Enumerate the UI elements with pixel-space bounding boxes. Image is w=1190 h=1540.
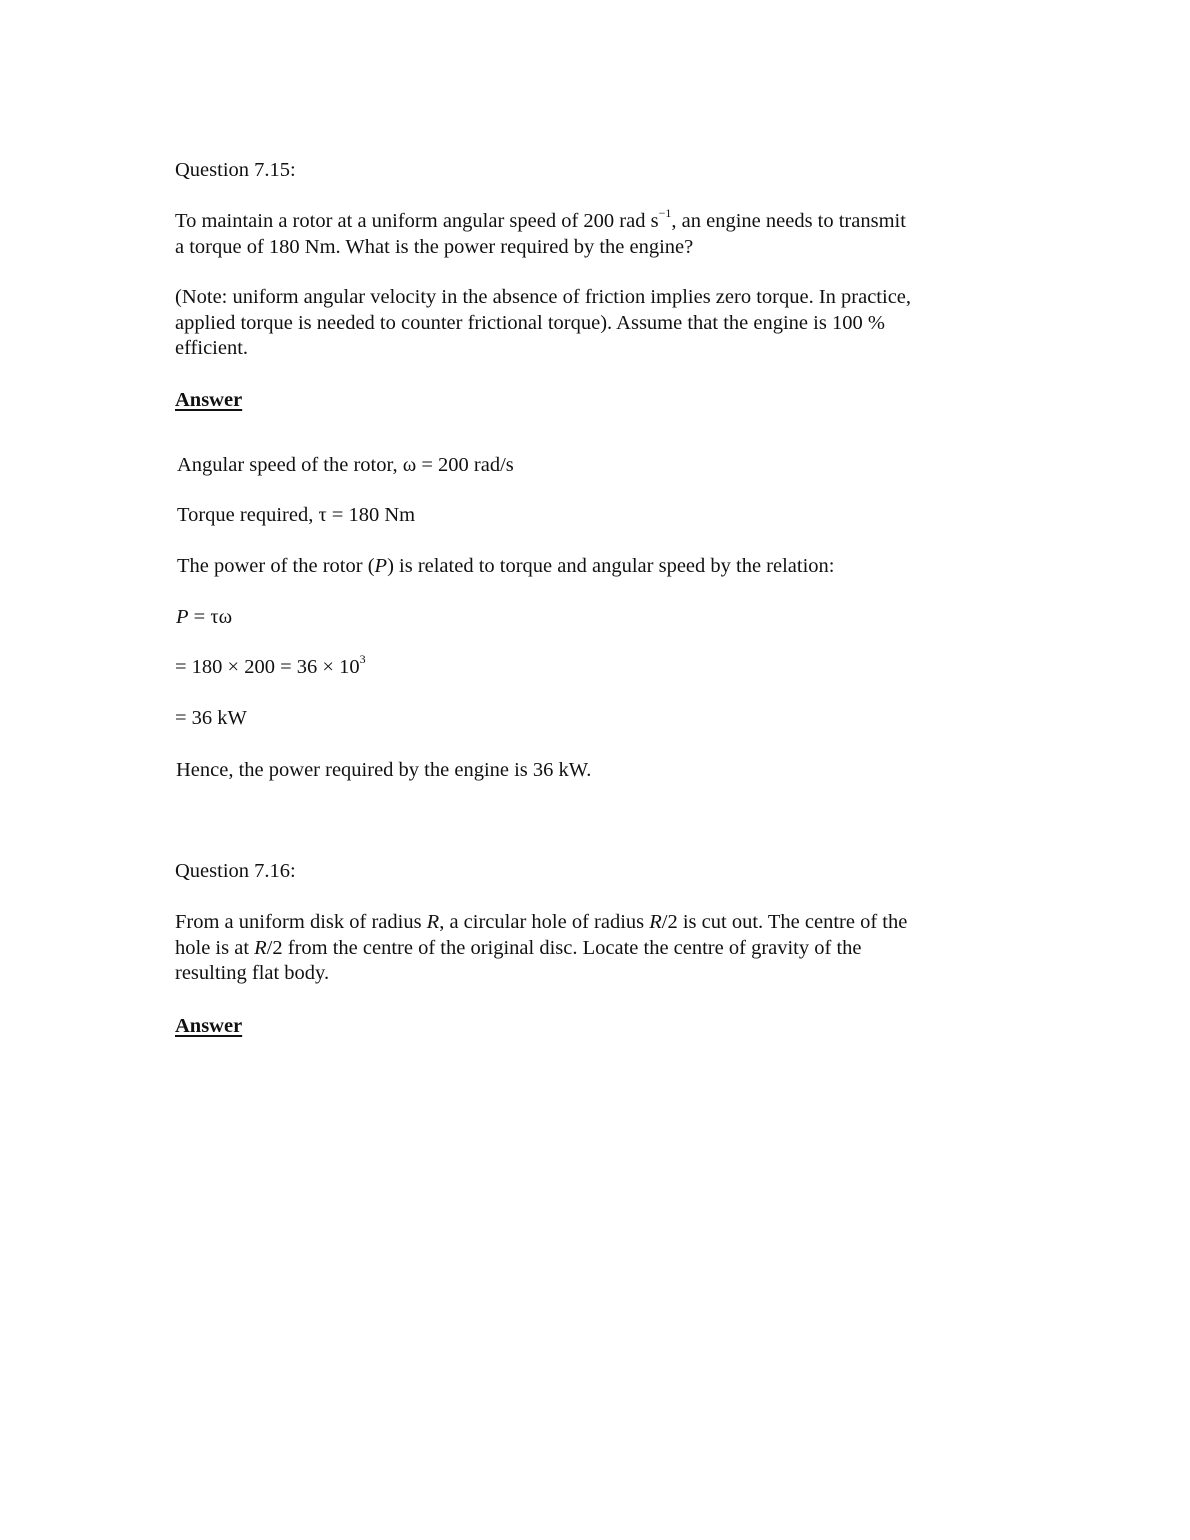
question-7-15-text — [175, 206, 906, 260]
calculation-line-2: = 36 kW — [175, 707, 247, 729]
answer-label: Answer — [175, 1015, 243, 1037]
note-line-3: efficient. — [175, 337, 249, 359]
note-line-1: (Note: uniform angular velocity in the absence of friction implies zero torque. In practice, — [175, 286, 912, 308]
angular-speed-line: Angular speed of the rotor, ω = 200 rad/s — [177, 454, 514, 476]
calculation-line-1: = $180 \times 200 = 36 \times 10^3$ — [175, 652, 366, 678]
relation-line: The power of the rotor (P) is related to torque and angular speed by the relation: — [177, 555, 835, 577]
conclusion-line: Hence, the power required by the engine is 36 kW. — [176, 759, 592, 781]
question-text-line-1: To maintain a rotor at a uniform angular speed of 200 rad $s^{-1}$, an engine needs to transmit — [175, 206, 906, 232]
note-line-2: applied torque is needed to counter frictional torque). Assume that the engine is 100 % — [175, 311, 885, 334]
question-7-15-heading: Question 7.15: — [175, 159, 296, 181]
question-text-line-3: resulting flat body. — [175, 962, 330, 984]
question-7-16-heading: Question 7.16: — [175, 860, 296, 882]
torque-line: Torque required, τ = 180 Nm — [177, 504, 416, 526]
question-text-line-2: a torque of 180 Nm. What is the power required by the engine? — [175, 235, 694, 258]
document-page — [175, 0, 975, 1540]
superscript: −1 — [658, 206, 672, 221]
question-text-line-2: hole is at R/2 from the centre of the original disc. Locate the centre of gravity of the — [175, 936, 862, 959]
answer-label: Answer — [175, 389, 243, 411]
power-formula: P = τω — [176, 606, 233, 628]
question-text-line-1: From a uniform disk of radius R, a circular hole of radius R/2 is cut out. The centre of the — [175, 911, 908, 933]
superscript: 3 — [359, 652, 366, 667]
question-7-16-text — [175, 910, 907, 987]
question-7-15-note — [175, 285, 911, 362]
